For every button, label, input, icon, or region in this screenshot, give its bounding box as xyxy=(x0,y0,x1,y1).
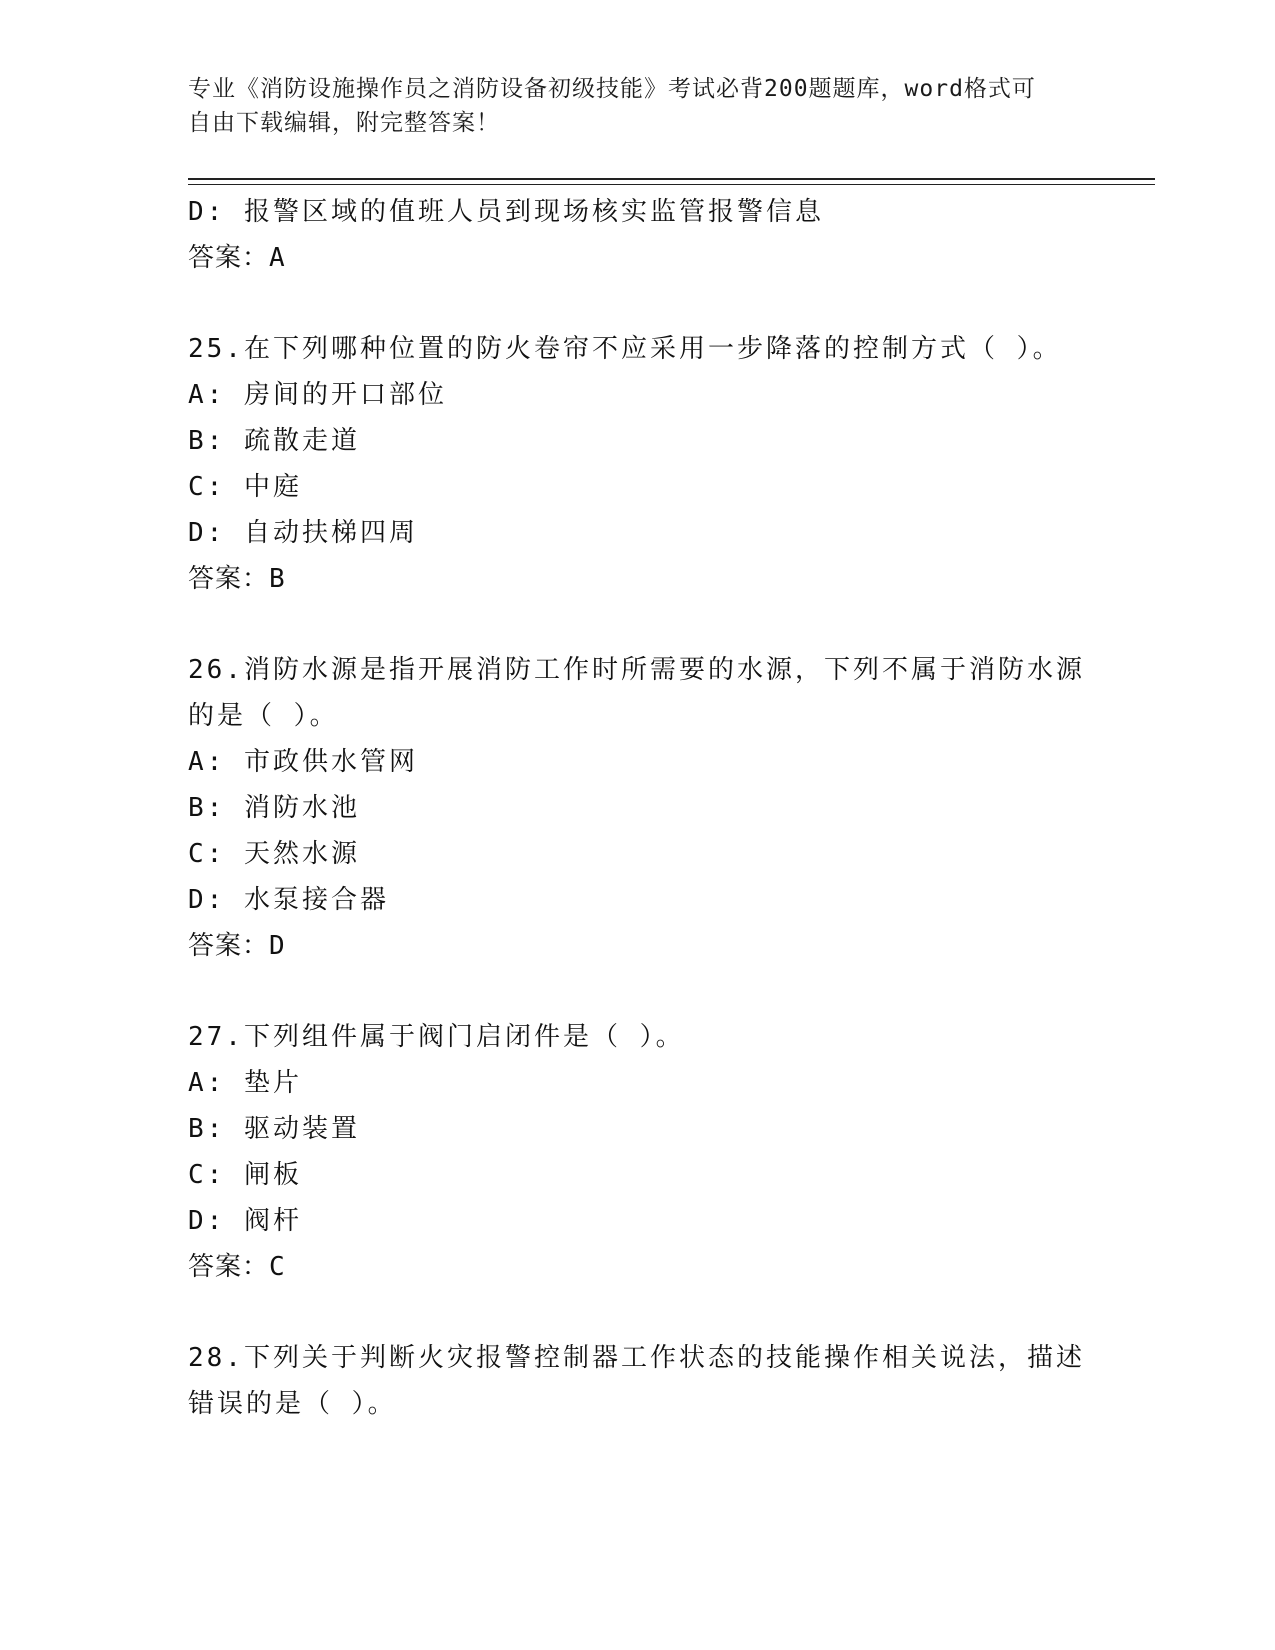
spacer xyxy=(188,1290,1088,1335)
option-c: C: 中庭 xyxy=(188,472,302,502)
answer-label: 答案： xyxy=(188,1252,270,1282)
option-a: A: 垫片 xyxy=(188,1068,302,1098)
spacer xyxy=(188,602,1088,647)
option-a: A: 市政供水管网 xyxy=(188,747,418,777)
header-line-1: 专业《消防设施操作员之消防设备初级技能》考试必背200题题库，word格式可 xyxy=(188,76,1036,102)
question-stem-line-1: 28.下列关于判断火灾报警控制器工作状态的技能操作相关说法，描述 xyxy=(188,1343,1085,1373)
option-c: C: 天然水源 xyxy=(188,839,360,869)
question-stem: 25.在下列哪种位置的防火卷帘不应采用一步降落的控制方式（ ）。 xyxy=(188,334,1062,364)
answer-value: B xyxy=(269,564,286,594)
answer-value: C xyxy=(269,1252,286,1282)
question-26 xyxy=(188,647,1088,969)
question-28 xyxy=(188,1335,1088,1427)
question-stem-line-1: 26.消防水源是指开展消防工作时所需要的水源，下列不属于消防水源 xyxy=(188,655,1085,685)
question-stem-line-2: 的是（ ）。 xyxy=(188,701,339,731)
answer-label: 答案： xyxy=(188,564,270,594)
option-c: C: 闸板 xyxy=(188,1160,302,1190)
answer-value: D xyxy=(269,931,286,961)
option-b: B: 疏散走道 xyxy=(188,426,360,456)
prev-answer xyxy=(188,235,1088,281)
option-a: A: 房间的开口部位 xyxy=(188,380,447,410)
prev-option-d: D: 报警区域的值班人员到现场核实监管报警信息 xyxy=(188,197,824,227)
answer-label: 答案： xyxy=(188,931,270,961)
option-d: D: 自动扶梯四周 xyxy=(188,518,418,548)
header-divider-thick xyxy=(188,178,1155,180)
document-header xyxy=(188,72,1068,140)
question-stem-line-2: 错误的是（ ）。 xyxy=(188,1389,397,1419)
option-d: D: 阀杆 xyxy=(188,1206,302,1236)
answer xyxy=(188,1244,1088,1290)
answer-value: A xyxy=(269,243,286,273)
answer xyxy=(188,923,1088,969)
option-d: D: 水泵接合器 xyxy=(188,885,389,915)
answer xyxy=(188,556,1088,602)
answer-label: 答案： xyxy=(188,243,270,273)
question-stem: 27.下列组件属于阀门启闭件是（ ）。 xyxy=(188,1022,685,1052)
spacer xyxy=(188,969,1088,1014)
spacer xyxy=(188,281,1088,326)
option-b: B: 驱动装置 xyxy=(188,1114,360,1144)
header-divider-thin xyxy=(188,184,1155,185)
option-b: B: 消防水池 xyxy=(188,793,360,823)
header-line-2: 自由下载编辑，附完整答案！ xyxy=(188,110,500,136)
question-list xyxy=(188,189,1088,1427)
question-25 xyxy=(188,326,1088,602)
question-27 xyxy=(188,1014,1088,1290)
